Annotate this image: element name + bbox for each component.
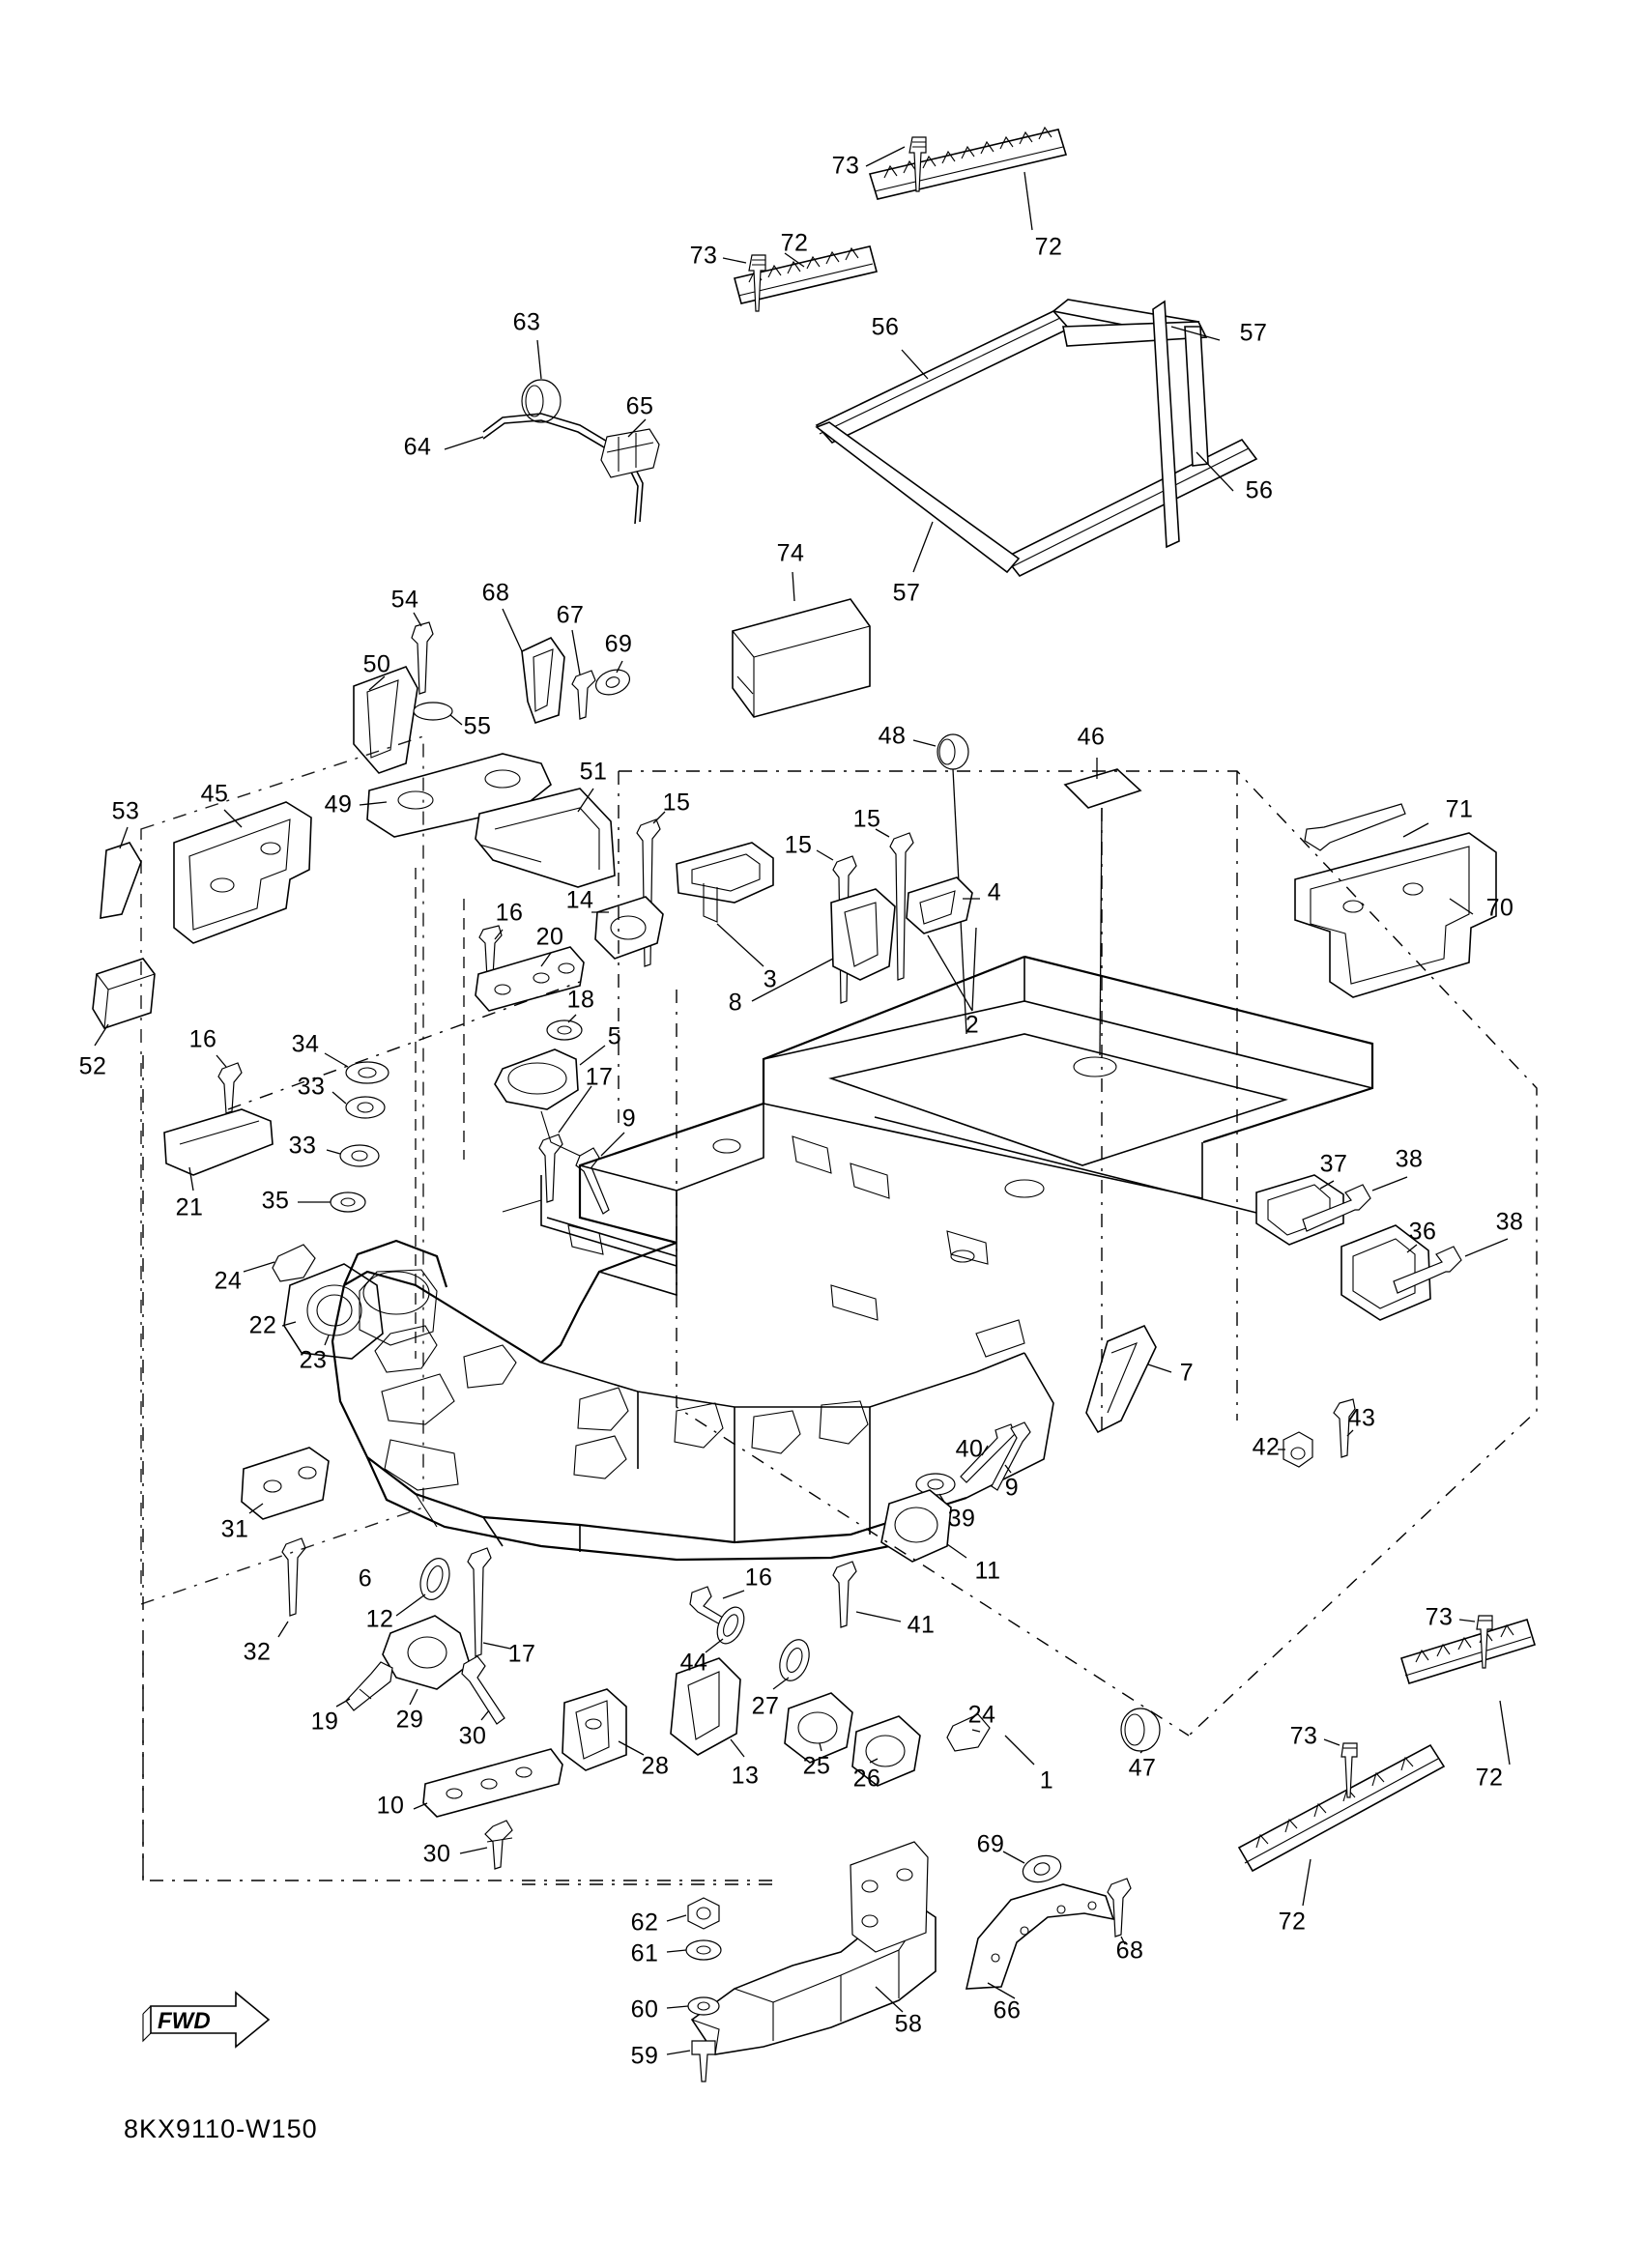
part-24-plug-a: [273, 1245, 315, 1281]
callout-73: 73: [831, 152, 860, 180]
part-32-bolt: [282, 1538, 305, 1616]
part-56-57-rail-frame: [815, 300, 1256, 576]
part-61-washer: [686, 1940, 721, 1960]
callout-45: 45: [200, 780, 229, 808]
part-66-loop: [966, 1884, 1113, 1989]
callout-67: 67: [556, 601, 585, 629]
callout-61: 61: [630, 1939, 659, 1967]
part-21-wedge: [164, 1109, 273, 1175]
callout-68: 68: [481, 579, 510, 607]
callout-72: 72: [1278, 1908, 1307, 1936]
callout-23: 23: [299, 1346, 328, 1374]
callout-6: 6: [358, 1565, 373, 1593]
callout-29: 29: [395, 1706, 424, 1734]
callout-10: 10: [376, 1792, 405, 1820]
callout-25: 25: [802, 1752, 831, 1780]
callout-56: 56: [871, 313, 900, 341]
part-42-nut: [1283, 1432, 1312, 1467]
part-11-grommet: [881, 1490, 951, 1562]
part-48-plug: [937, 734, 968, 769]
part-57-left-rail: [817, 422, 1019, 572]
callout-33: 33: [297, 1073, 326, 1101]
callout-27: 27: [751, 1692, 780, 1720]
callout-73: 73: [1289, 1722, 1318, 1750]
callout-24: 24: [967, 1701, 996, 1729]
callout-1: 1: [1039, 1766, 1054, 1794]
part-19-bolt: [346, 1662, 392, 1710]
part-41-bolt: [833, 1562, 856, 1627]
callout-30: 30: [458, 1722, 487, 1750]
part-30-screw-a: [462, 1656, 504, 1724]
part-31-plate: [242, 1448, 329, 1519]
callout-65: 65: [625, 392, 654, 420]
callout-56: 56: [1245, 476, 1274, 504]
callout-59: 59: [630, 2042, 659, 2070]
callout-57: 57: [892, 579, 921, 607]
callout-22: 22: [248, 1311, 277, 1339]
part-4-bracket: [907, 877, 972, 933]
part-8-bracket: [831, 889, 895, 980]
callout-32: 32: [243, 1638, 272, 1666]
callout-48: 48: [878, 722, 907, 750]
part-12-ring: [416, 1555, 454, 1603]
callout-17: 17: [585, 1063, 614, 1091]
callout-44: 44: [679, 1649, 708, 1677]
fwd-label: FWD: [158, 2008, 211, 2034]
callout-69: 69: [976, 1830, 1005, 1858]
callout-19: 19: [310, 1708, 339, 1736]
callout-46: 46: [1077, 723, 1106, 751]
callout-15: 15: [662, 789, 691, 817]
callout-14: 14: [565, 886, 594, 914]
callout-18: 18: [566, 986, 595, 1014]
callout-5: 5: [607, 1022, 622, 1050]
callout-9: 9: [621, 1105, 637, 1133]
part-code-label: 8KX9110-W150: [124, 2114, 318, 2143]
callout-3: 3: [763, 965, 778, 993]
callout-12: 12: [365, 1605, 394, 1633]
callout-36: 36: [1408, 1218, 1437, 1246]
callout-50: 50: [362, 650, 391, 678]
callout-16: 16: [188, 1025, 217, 1053]
part-27-ring: [774, 1636, 814, 1685]
part-34-washer: [346, 1062, 389, 1083]
part-44-ring: [712, 1603, 750, 1648]
part-59-bolt: [692, 2041, 715, 2081]
part-29-clamp: [383, 1616, 470, 1689]
callout-72: 72: [780, 229, 809, 257]
callout-73: 73: [1425, 1603, 1454, 1631]
callout-70: 70: [1485, 894, 1514, 922]
callout-72: 72: [1034, 233, 1063, 261]
callout-34: 34: [291, 1030, 320, 1058]
callout-20: 20: [535, 923, 564, 951]
callout-13: 13: [731, 1762, 760, 1790]
callout-39: 39: [947, 1505, 976, 1533]
callout-30: 30: [422, 1840, 451, 1868]
part-33-washer-a: [346, 1097, 385, 1118]
part-30-screw-b: [485, 1821, 512, 1869]
part-60-washer: [688, 1997, 719, 2015]
part-45-side-plate: [174, 802, 311, 943]
part-63-bushing: [522, 380, 561, 422]
callout-15: 15: [784, 831, 813, 859]
callout-66: 66: [993, 1996, 1022, 2024]
part-68-bracket: [522, 638, 564, 723]
part-62-nut: [688, 1898, 719, 1929]
part-3-bracket: [677, 843, 773, 922]
callout-16: 16: [744, 1564, 773, 1592]
callout-38: 38: [1395, 1145, 1424, 1173]
callout-41: 41: [907, 1611, 936, 1639]
callout-47: 47: [1128, 1754, 1157, 1782]
part-65-clamp: [601, 429, 659, 477]
callout-15: 15: [852, 805, 881, 833]
callout-4: 4: [987, 878, 1002, 906]
part-50-bracket: [354, 667, 418, 773]
part-28-bracket: [562, 1689, 626, 1770]
callout-28: 28: [641, 1752, 670, 1780]
callout-37: 37: [1319, 1150, 1348, 1178]
callout-42: 42: [1252, 1433, 1281, 1461]
callout-69: 69: [604, 630, 633, 658]
callout-35: 35: [261, 1187, 290, 1215]
part-17-bolt-a: [539, 1134, 562, 1202]
part-52-block: [93, 959, 155, 1028]
callout-73: 73: [689, 242, 718, 270]
callout-63: 63: [512, 308, 541, 336]
callout-11: 11: [974, 1557, 1001, 1585]
part-33-washer-b: [340, 1145, 379, 1166]
callout-49: 49: [324, 790, 353, 818]
callout-9: 9: [1004, 1474, 1020, 1502]
part-72-lower-left: [1239, 1745, 1444, 1871]
callout-57: 57: [1239, 319, 1268, 347]
part-5-grommet: [495, 1049, 578, 1109]
part-39-washer: [916, 1474, 955, 1495]
callout-64: 64: [403, 433, 432, 461]
part-7-wedge: [1086, 1326, 1156, 1432]
callout-17: 17: [507, 1640, 536, 1668]
part-47-plug: [1121, 1708, 1160, 1751]
callout-51: 51: [579, 758, 608, 786]
callout-8: 8: [728, 989, 743, 1017]
part-72-lower-right: [1401, 1620, 1535, 1683]
callout-38: 38: [1495, 1208, 1524, 1236]
part-55-washer: [414, 703, 452, 720]
main-chassis-body: [332, 957, 1372, 1560]
callout-7: 7: [1179, 1359, 1195, 1387]
part-72-upper-right: [870, 128, 1066, 199]
callout-16: 16: [495, 899, 524, 927]
callout-2: 2: [965, 1011, 980, 1039]
part-67-bolt: [572, 671, 595, 719]
callout-52: 52: [78, 1052, 107, 1080]
callout-24: 24: [214, 1267, 243, 1295]
callout-62: 62: [630, 1909, 659, 1937]
part-17-bolt-b: [468, 1548, 491, 1656]
part-69-washer-b: [1020, 1852, 1063, 1885]
part-71-bolt: [1305, 804, 1405, 850]
callout-21: 21: [175, 1193, 204, 1221]
callout-58: 58: [894, 2010, 923, 2038]
part-74-seat-cushion: [733, 599, 870, 717]
part-53-block: [101, 843, 141, 918]
callout-43: 43: [1347, 1404, 1376, 1432]
callout-40: 40: [955, 1435, 984, 1463]
callout-72: 72: [1475, 1764, 1504, 1792]
callout-60: 60: [630, 1995, 659, 2024]
part-46-pad: [1065, 769, 1140, 808]
callout-55: 55: [463, 712, 492, 740]
part-10-strip: [423, 1749, 562, 1817]
callout-71: 71: [1445, 795, 1474, 823]
part-14-clip: [595, 897, 663, 959]
callout-54: 54: [390, 586, 419, 614]
callout-26: 26: [852, 1765, 881, 1793]
callout-53: 53: [111, 797, 140, 825]
callout-74: 74: [776, 539, 805, 567]
part-18-washer: [547, 1020, 582, 1040]
part-68-bolt-b: [1108, 1879, 1131, 1937]
callout-33: 33: [288, 1132, 317, 1160]
part-70-side-plate: [1295, 833, 1496, 997]
callout-68: 68: [1115, 1937, 1144, 1965]
callout-31: 31: [220, 1515, 249, 1543]
part-35-washer: [331, 1192, 365, 1212]
part-69-washer-small: [592, 666, 633, 700]
